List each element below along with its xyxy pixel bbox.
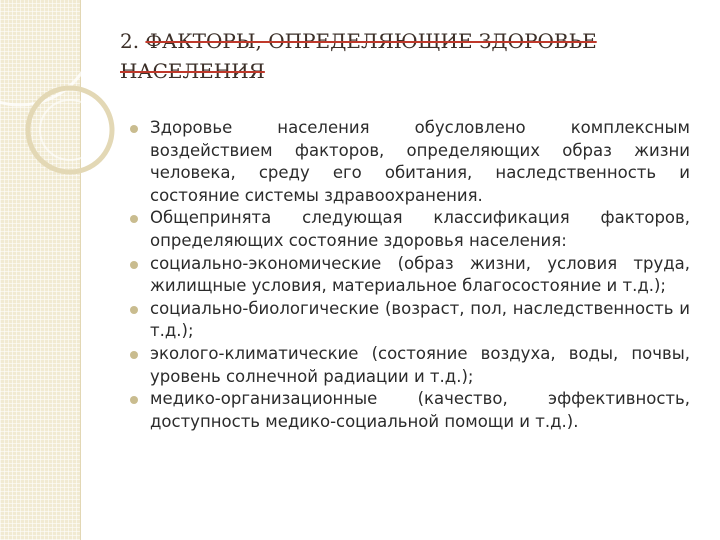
list-item: Здоровье населения обусловлено комплексным воздействием факторов, определяющих образ жизни человека, среду его обитания, наследственность и состояние системы здравоохранения. — [130, 117, 690, 207]
slide-title — [120, 26, 620, 86]
decorative-side-band — [0, 0, 81, 540]
title-text: ФАКТОРЫ, ОПРЕДЕЛЯЮЩИЕ ЗДОРОВЬЕ НАСЕЛЕНИЯ — [120, 29, 597, 83]
list-item: эколого-климатические (состояние воздуха, воды, почвы, уровень солнечной радиации и т.д.); — [130, 343, 690, 388]
list-item: социально-биологические (возраст, пол, наследственность и т.д.); — [130, 298, 690, 343]
bullet-dot-icon — [130, 125, 138, 133]
list-item: медико-организационные (качество, эффективность, доступность медико-социальной помощи и т.д.). — [130, 388, 690, 433]
list-item: социально-экономические (образ жизни, условия труда, жилищные условия, материальное благосостояние и т.д.); — [130, 253, 690, 298]
bullet-dot-icon — [130, 261, 138, 269]
title-number: 2. — [120, 29, 140, 53]
bullet-dot-icon — [130, 215, 138, 223]
bullet-list — [130, 117, 690, 433]
bullet-dot-icon — [130, 351, 138, 359]
list-item: Общепринята следующая классификация факторов, определяющих состояние здоровья населения: — [130, 207, 690, 252]
bullet-dot-icon — [130, 396, 138, 404]
bullet-dot-icon — [130, 306, 138, 314]
